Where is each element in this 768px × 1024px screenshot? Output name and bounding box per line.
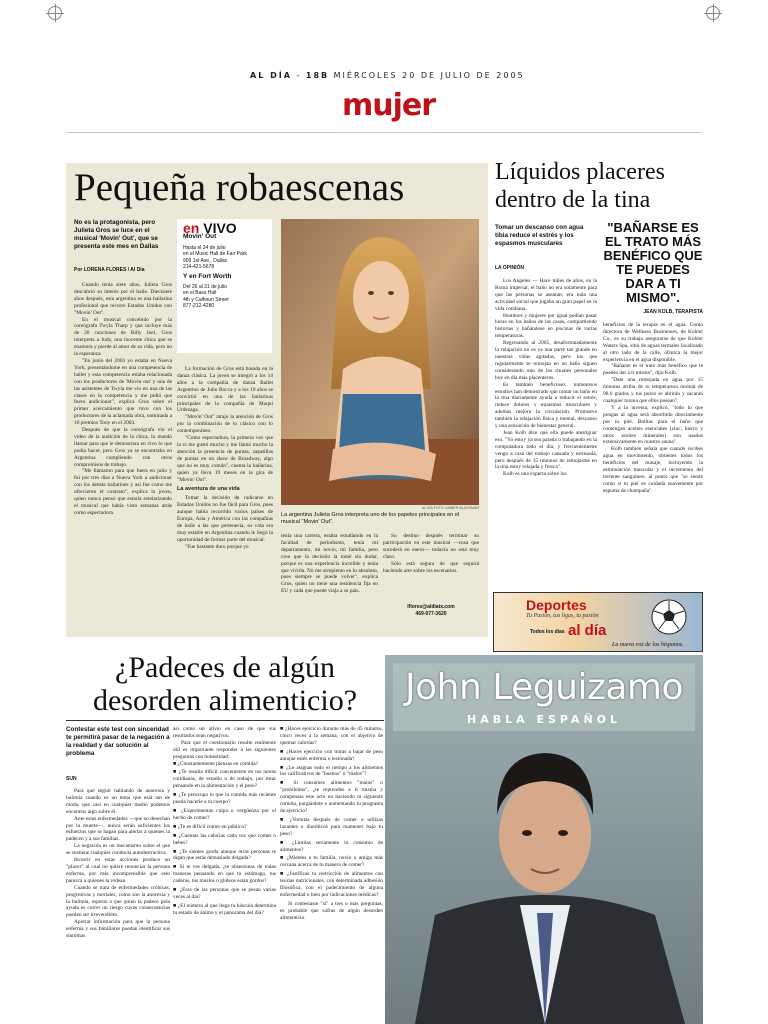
event-infobox bbox=[177, 219, 272, 353]
infobox-fw-line: Del 26 al 31 de julio bbox=[183, 283, 227, 290]
paragraph: Kolb es una experta sobre los bbox=[503, 471, 567, 478]
infobox-fw-line: 4th y Calhoun Street bbox=[183, 296, 229, 303]
infobox-fw-line: 877-212-4280 bbox=[183, 303, 215, 310]
paragraph: beneficios de la terapia en el agua. Como directora de Wellness Businesses, de Kohler Co., es su trabajo asegurarse de que Kohler Waters Spa, sitio de aguas termales localizado al otro lado de la calle, ofrezca la mejor experiencia en el agua disponible. bbox=[603, 322, 703, 363]
paragraph: Los Angeles — Hace miles de años, en la Roma imperial, el baño no era solamente para que las personas se asearan; era toda una actividad social que jugaba un gran papel en la vida cotidiana. bbox=[495, 278, 597, 312]
question: ■ ¿Te sientes gorda aunque otras personas te digan que estás demasiado delgada? bbox=[173, 848, 276, 862]
photo-caption: La argentina Julieta Gros interpreta uno de los papeles principales en el musical "Movin' Out". bbox=[281, 512, 460, 525]
paragraph: Y a la inversa, explicó, "todo lo que pongas al agua será absorbido directamente por tu piel. Bolitas para el baño que contengan aceites esenciales (zinc, hierro y otros aceites minerales) son usados extensivamente en nuestro sauna". bbox=[603, 404, 703, 446]
photo-credit: AL DÍA FOTO: AMBER BLACKMAN bbox=[421, 506, 479, 510]
story1-col2 bbox=[177, 366, 273, 628]
story3-source: SUN bbox=[66, 776, 77, 782]
paragraph: "Bañarse es el trato más benéfico que te puedes dar a ti mismo", dijo Kolb. bbox=[603, 363, 703, 377]
paragraph: La formación de Gros está basada en la danza clásica. La joven se integró a los 14 años a la compañía de danza Ballet Argentino de Julio Bocca y a los 19 años se convirtió en una de las bailarinas principales de la compañía de Maquí Urdezaga. bbox=[177, 366, 273, 414]
infobox-dallas-line: en el Music Hall de Fair Park bbox=[183, 251, 247, 258]
conclusion: Si contestaste "sí" a tres o más preguntas, es probable que sufras de algún desorden alimenticio. bbox=[280, 900, 383, 921]
paragraph: Tomar la decisión de radicarse en Estados Unidos no fue fácil para Gros, pues aunque había recorrido varios países de Europa, Asia y América con las compañías de baile a las que pertenecía, su vida era muy estable en Argentina cuando le llegó la oportunidad de formar parte del musical. bbox=[177, 495, 273, 543]
paragraph: Hombres y mujeres por igual podían pasar horas en los baños de las casas, compartiendo historias y bañándose en piscinas de varias temperaturas. bbox=[495, 312, 597, 340]
question: ■ ¿Vomitas después de comer o utilizas laxantes o diuréticos para mantener bajo tu peso? bbox=[280, 816, 383, 837]
paragraph: tenía una carrera, estaba estudiando en la facultad de periodismo, tenía mi departamento, mi novio, mi familia, pero creo que la decisión la tomé sin dudar, porque es una experiencia increíble y tenía que vivirla. No me arrepiento en lo absoluto, pues siempre se puede volver", explica Gros, quien no tiene una residencia fija en EU y cada que puede viaja a su país. bbox=[281, 533, 378, 595]
story1-contact bbox=[383, 604, 479, 618]
folio-paper: AL DÍA bbox=[250, 71, 292, 80]
section-name: mujer bbox=[342, 88, 436, 123]
julieta-gros-illustration bbox=[281, 219, 479, 505]
ad-tagline: HABLA ESPAÑOL bbox=[466, 713, 622, 726]
deportes-ad[interactable] bbox=[493, 592, 703, 652]
contact-phone: 469-977-3620 bbox=[415, 611, 447, 617]
paragraph: Sólo está segura de que seguirá haciendo arte sobre los escenarios. bbox=[383, 560, 479, 574]
infobox-title-en: en bbox=[183, 220, 200, 236]
story1-col4 bbox=[383, 533, 479, 581]
question: ■ ¿Cuentas las calorías cada vez que comes o bebes? bbox=[173, 832, 276, 846]
infobox-dallas-line: 909 1st Ave., Dallas bbox=[183, 257, 228, 264]
story3-col1 bbox=[66, 788, 170, 1024]
question: ■ Si te ves delgada, ¿te obsesionas de todas maneras pensando en que tu estómago, tus caderas, tus muslos o glúteos están gordos? bbox=[173, 864, 276, 885]
paragraph: Regresando al 2005, desafortunadamente la relajación no es ya una parte tan grande en nuestras vidas agitadas, pero los que regularmente se remojan en un baño siguen considerando uno de los rituales personales hoy en día más placenteros. bbox=[495, 340, 597, 381]
question: ■ ¿Limitas seriamente tu consumo de alimentos? bbox=[280, 839, 383, 853]
infobox-title bbox=[183, 220, 266, 236]
story1-headline: Pequeña robaescenas bbox=[74, 166, 405, 209]
question: ■ ¿Te preocupa lo que la comida más reciente pueda hacerle a tu cuerpo? bbox=[173, 792, 276, 806]
infobox-fw-title: Y en Fort Worth bbox=[183, 273, 232, 281]
paragraph: "Me llamaron para que fuera en julio y fui por tres días a Nueva York a audicionar con los demás bailarines y así fue como me ofrecieron el contrato", explica la joven, quien nunca pensó que estaría estelarizando el musical que había visto semanas atrás como espectadora. bbox=[74, 468, 172, 516]
infobox-dallas-line: 214-421-5678 bbox=[183, 264, 215, 271]
paragraph: Su destino después terminar su participación en este musical —cosa que sucederá en enero— todavía no está muy claro. bbox=[383, 533, 479, 560]
paragraph: Cuando se trata de enfermedades crónicas, progresivas y mortales, como son la anorexia y la bulimia, esperar a que quien la padece pida ayuda es correr un riesgo cuyas consecuencias pueden ser irreversibles. bbox=[66, 884, 170, 919]
story3-rule bbox=[66, 720, 384, 721]
paragraph: "Movin' Out" atrajo la atención de Gros por la combinación de lo clásico con lo contemporáneo. bbox=[177, 414, 273, 435]
ad-actor-name: John Leguizamo bbox=[404, 667, 683, 708]
question: ■ ¿Eres de las personas que se pesan varias veces al día? bbox=[173, 887, 276, 900]
paragraph: Incurrir en estas acciones produce un "placer" al cual no quiere renunciar la persona enferma, por más incomprensible que esto parezca a quienes la rodean. bbox=[66, 857, 170, 884]
ad-brand: al día bbox=[568, 622, 607, 639]
ad-title: Deportes bbox=[526, 597, 587, 613]
ad-tagline: Tu Pasión, tus ligas, tu pasión bbox=[526, 613, 599, 619]
folio: AL DÍA - 18B MIÉRCOLES 20 DE JULIO DE 2005 bbox=[250, 71, 525, 80]
story2-deck: Tomar un descanso con agua tibia reduce el estrés y los espasmos musculares bbox=[495, 224, 584, 247]
paragraph: "Date una remojada en agua por 15 minutos arriba de tu temperatura normal de 98.6 grados y tus poros se abrirán y sacarán cualquier toxina que ellos posean". bbox=[603, 377, 703, 404]
paragraph: Para qué seguir hablando de anorexia y bulimia cuando es un tema que está tan de moda, que casi en cualquier medio podemos encontrar algo sobre él. bbox=[66, 788, 170, 815]
paragraph: Es también beneficioso: numerosos estudios han demostrado que tomar un baño en la tina diariamente ayuda a reducir el estrés, reduce dolores y espasmos musculares y además mejora la circulación. Promueve también la relajación física y mental, descanso y una sensación de bienestar general. bbox=[495, 381, 597, 430]
question: ■ ¿Justificas tu restricción de alimentos con teorías nutricionales, con determinada adhesión filosófica, con el padecimiento de alguna enfermedad o bien por indicaciones médicas? bbox=[280, 871, 383, 898]
story1-byline: Por LORENA FLORES / Al Día bbox=[74, 267, 145, 273]
question: ■ ¿Te resulta difícil concentrarte en tus tareas cotidianas, de estudio o de trabajo, por estar pensando en la alimentación y el peso? bbox=[173, 769, 276, 790]
ad-slogan: La nueva voz de los hispanos. bbox=[612, 642, 684, 648]
paragraph: Aportar información para que la persona enferma y sus familiares puedan identificar sus síntomas bbox=[66, 919, 170, 940]
pull-quote-attribution: JEAN KOLB, TERAPISTA bbox=[643, 309, 703, 315]
julieta-gros-photo bbox=[281, 219, 479, 505]
story3-headline: ¿Padeces de algún desorden alimenticio? bbox=[92, 651, 358, 717]
paragraph: Para que el cuestionario resulte realmente útil es importante responder a las siguientes preguntas con honestidad: bbox=[173, 739, 276, 760]
paragraph: Kolb también señala que cuando recibes agua en movimiento, obtienes todos los beneficios del masaje, incluyendo la estimulación muscular y el incremento del torrente sanguíneo, al punto que "se siente como si tu piel es cuidada suavemente por espuma de champaña". bbox=[603, 446, 703, 494]
paragraph: "Como espectadora, la primera vez que la vi me gustó mucho y me llamó mucho la atención la presencia de puntas, zapatillas de puntas en un show de Broadway, algo que no es muy común", cuenta la bailarina, quien ya lleva 19 meses en la gira de "Movin' Out". bbox=[177, 435, 273, 483]
ad-days: Todos los días bbox=[530, 629, 565, 635]
registration-mark-right bbox=[706, 6, 720, 20]
pull-quote: "BAÑARSE ES EL TRATO MÁS BENÉFICO QUE TE PUEDES DAR A TI MISMO". bbox=[603, 220, 703, 305]
story3-deck: Contestar este test con sinceridad te permitirá pasar de la negación a la realidad y dar solución al problema bbox=[66, 726, 170, 757]
question: ■ ¿Haces ejercicio con miras a bajar de peso aunque estés enferma o lesionada? bbox=[280, 748, 383, 762]
section-logo bbox=[342, 88, 435, 123]
question: ■ ¿Le asignas todo el tiempo a los alimentos los calificativos de "buenos" o "malos"? bbox=[280, 764, 383, 778]
question: ■ Si consumes alimentos "malos" o "prohibidos", ¿te reprendes a ti misma y compensas este acto no haciendo tu siguiente comida, purgándote o aumentando tu programa de ejercicio? bbox=[280, 780, 383, 814]
story2-headline: Líquidos placeres dentro de la tina bbox=[495, 159, 665, 213]
contact-email: lflores@aldiatx.com bbox=[407, 604, 455, 610]
question: ■ ¿Te es difícil comer en público? bbox=[173, 823, 247, 830]
question: ■ ¿Experimentas culpa o vergüenza por el hecho de comer? bbox=[173, 807, 276, 821]
paragraph: "Fue bastante duro porque yo bbox=[185, 543, 249, 550]
john-leguizamo-illustration bbox=[385, 655, 703, 1024]
story1-col3 bbox=[281, 533, 378, 628]
story2-source: LA OPINIÓN bbox=[495, 265, 524, 271]
paragraph: Ante estas enfermedades —que no desechan por la muerte—, nunca serán suficientes los esfuerzos que se hagan para alertar a quienes la padecen y a sus familias. bbox=[66, 815, 170, 843]
paragraph: Jean Kolb dice que ella puede atestiguar eso. "Yo estoy ya sea parada o trabajando en la computadora todo el día, y frecuentemente vengo a casa del trabajo cansada y estresada, pero después de 15 minutos de remojarme en la tina estoy relajada y fresca". bbox=[495, 429, 597, 471]
soccer-ball-icon bbox=[651, 599, 687, 639]
paragraph: Cuando tenía siete años, Julieta Gros descubrió su interés por el baile. Diecisiete años después, esta argentina es una bailarina profesional que recorre Estados Unidos con "Movin' Out". bbox=[74, 282, 172, 316]
registration-mark-left bbox=[48, 6, 62, 20]
paragraph: así como un alivio en caso de que sus resultados sean negativos. bbox=[173, 726, 276, 739]
story3-col3 bbox=[280, 726, 383, 1024]
story1-col1 bbox=[74, 282, 172, 627]
paragraph: En el musical concebido por la coreógrafa Twyla Tharp y que incluye más de 20 canciones de Billy Joel, Gros interpreta a Judy, una inocente chica que se enamora y pierde al amor de su vida, pero no la esperanza. bbox=[74, 316, 172, 358]
paragraph: La negación es un mecanismo sobre el que se sostiene cualquier conducta autodestructiva. bbox=[66, 843, 170, 857]
john-leguizamo-ad[interactable] bbox=[385, 655, 703, 1024]
infobox-show: Movin' Out bbox=[183, 233, 217, 241]
story2-col1 bbox=[495, 278, 597, 590]
question: ■ ¿Haces ejercicio durante más de 45 minutos, cinco veces a la semana, con el objetivo de quemar calorías? bbox=[280, 726, 383, 746]
question: ■ ¿Constantemente piensas en comida? bbox=[173, 760, 258, 767]
folio-page: 18B bbox=[305, 71, 330, 80]
story3-col2 bbox=[173, 726, 276, 1024]
story2-col2 bbox=[603, 322, 703, 588]
paragraph: Después de que la coreógrafa vio el video de la audición de la chica, la mandó llamar para que le demostrara en vivo lo que podía hacer, pero Gros ya se encontraba en Argentina cumpliendo con otros compromisos de trabajo. bbox=[74, 427, 172, 468]
paragraph: "En junio del 2003 yo estaba en Nueva York, presentándome en una competencia de ballet y esta competencia estaba relacionada con los productores de 'Movin out' y una de las asistentes de Twyla me vio en una de las clases en la competencia y me pidió que fuera audicionar", explica Gros sobre el primer acercamiento que tuvo con los productores de la aclamada obra, nominada a 10 premios Tony en el 2003. bbox=[74, 357, 172, 427]
infobox-dallas-line: Hasta el 24 de julio bbox=[183, 244, 226, 251]
story1-deck: No es la protagonista, pero Julieta Gros se luce en el musical 'Movin' Out', que se presenta este mes en Dallas bbox=[74, 219, 159, 250]
question: ■ ¿El número al que llega tu báscula determina tu estado de ánimo y el panorama del día? bbox=[173, 902, 276, 916]
folio-date: MIÉRCOLES 20 DE JULIO DE 2005 bbox=[333, 71, 525, 80]
infobox-title-vivo: VIVO bbox=[203, 220, 237, 236]
infobox-fw-line: en el Bass Hall bbox=[183, 290, 217, 297]
question: ■ ¿Mientes a tu familia, novio o amiga más cercana acerca de tu manera de comer? bbox=[280, 855, 383, 869]
subheading: La aventura de una vida bbox=[177, 486, 240, 493]
header-rule bbox=[66, 132, 702, 133]
